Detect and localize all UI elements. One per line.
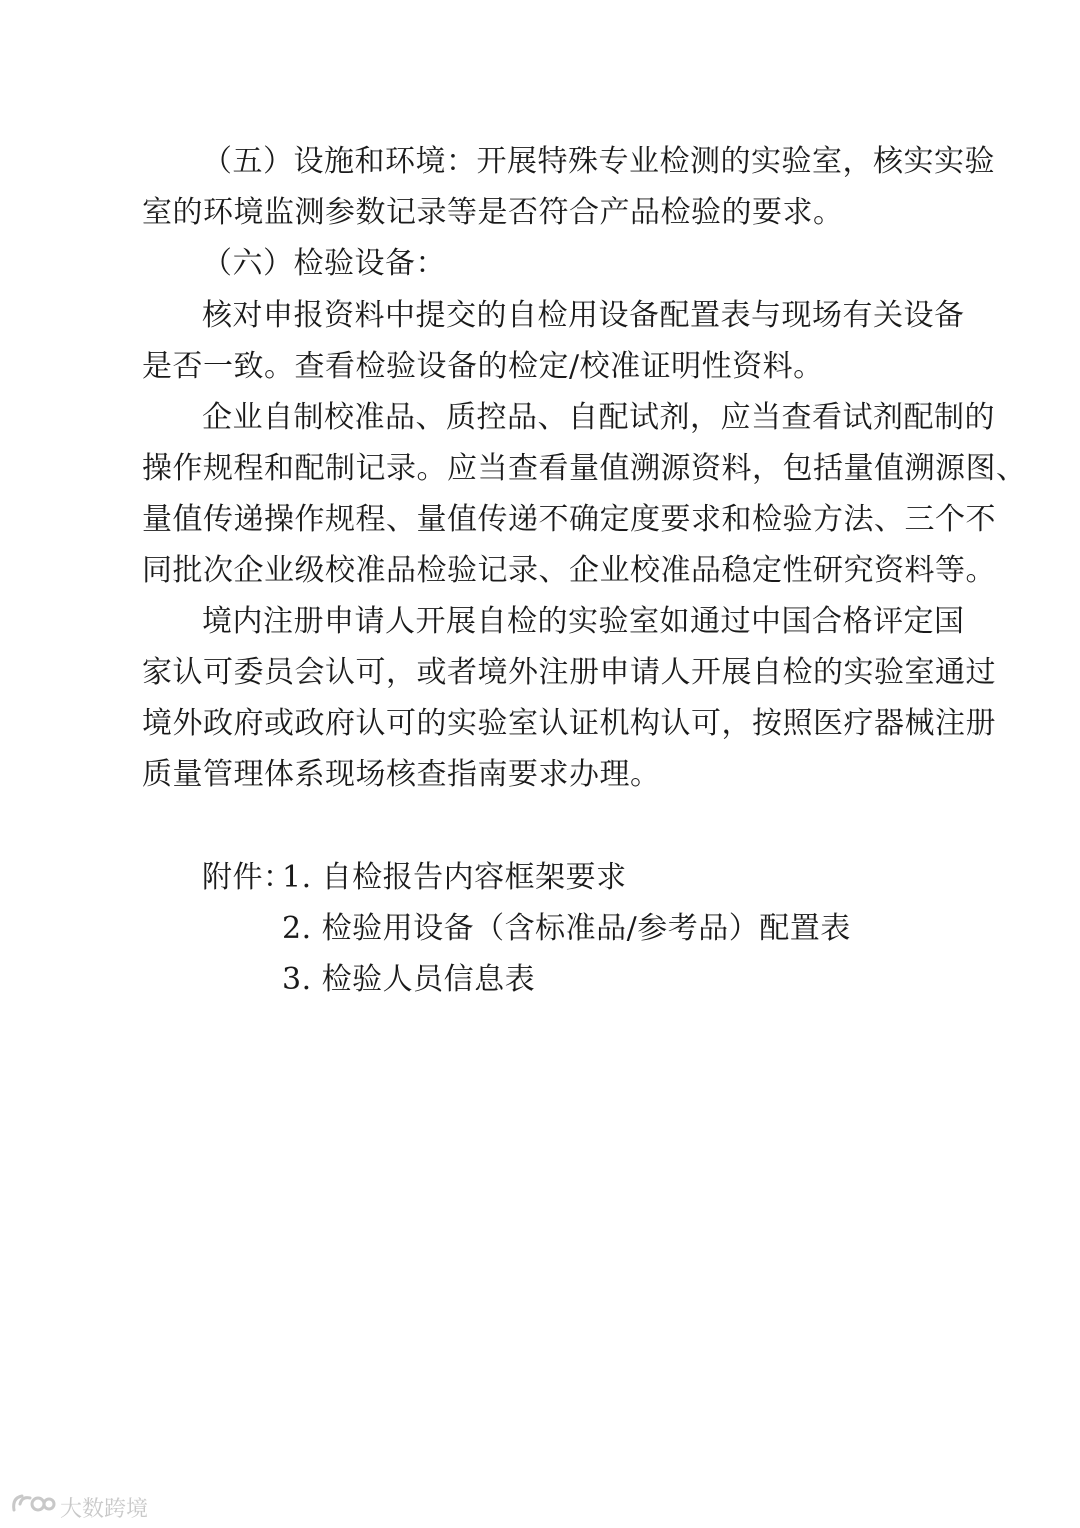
para3-line2: 家认可委员会认可，或者境外注册申请人开展自检的实验室通过 (142, 655, 996, 690)
section5-line1: （五）设施和环境：开展特殊专业检测的实验室，核实实验 (202, 144, 995, 179)
attachments-label: 附件： (202, 860, 294, 895)
watermark-text: 大数跨境 (60, 1496, 149, 1522)
para3-line4: 质量管理体系现场核查指南要求办理。 (142, 757, 661, 792)
para3-line1: 境内注册申请人开展自检的实验室如通过中国合格评定国 (202, 604, 965, 639)
para2-line4: 同批次企业级校准品检验记录、企业校准品稳定性研究资料等。 (142, 553, 996, 588)
para1-line2: 是否一致。查看检验设备的检定/校准证明性资料。 (142, 349, 824, 384)
section6-heading: （六）检验设备： (202, 246, 446, 281)
para2-line1: 企业自制校准品、质控品、自配试剂，应当查看试剂配制的 (202, 400, 995, 435)
section5-line2: 室的环境监测参数记录等是否符合产品检验的要求。 (142, 195, 844, 230)
brand-logo-icon (8, 1490, 56, 1524)
para1-line1: 核对申报资料中提交的自检用设备配置表与现场有关设备 (202, 298, 965, 333)
attachment-item-2: 2. 检验用设备（含标准品/参考品）配置表 (282, 911, 851, 946)
para2-line2: 操作规程和配制记录。应当查看量值溯源资料，包括量值溯源图、 (142, 451, 1027, 486)
para3-line3: 境外政府或政府认可的实验室认证机构认可，按照医疗器械注册 (142, 706, 996, 741)
attachment-item-3: 3. 检验人员信息表 (282, 962, 536, 997)
attachment-item-1: 1. 自检报告内容框架要求 (282, 860, 627, 895)
watermark (8, 1492, 148, 1522)
para2-line3: 量值传递操作规程、量值传递不确定度要求和检验方法、三个不 (142, 502, 996, 537)
